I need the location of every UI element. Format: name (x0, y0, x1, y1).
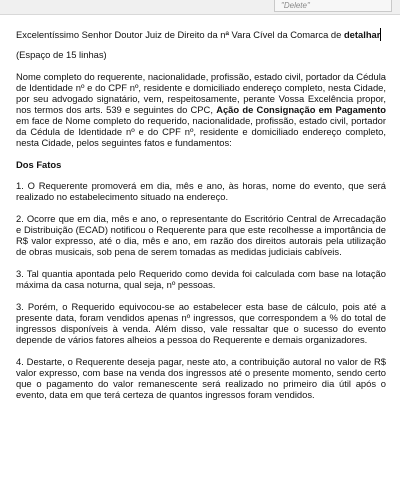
intro-text-start: Nome completo do requerente, nacionalidade, profissão, estado civil, portador da Cédula de Identidade nº e do CPF nº, residente e domiciliado endereço completo, nesta Cidade, por seu advogado signatário, vem, respeitosamente, perante Vossa Excelência propor, nos termos dos arts. 539 e seguintes do CPC, (16, 71, 387, 115)
top-toolbar (0, 0, 400, 15)
section-title: Dos Fatos (16, 159, 62, 170)
spacing-note: (Espaço de 15 linhas) (16, 49, 107, 60)
delete-button[interactable]: "Delete" (274, 0, 392, 12)
fact-paragraph-1: 1. O Requerente promoverá em dia, mês e ano, às horas, nome do evento, que será realizado no estabelecimento situado na endereço. (16, 180, 386, 202)
intro-paragraph (16, 71, 386, 148)
fact-paragraph-2: 2. Ocorre que em dia, mês e ano, o representante do Escritório Central de Arrecadação e Distribuição (ECAD) notificou o Requerente para que este recolhesse a importância de R$ valor expresso, até o dia, mês e ano, em razão dos direitos autorais pela utilização de obras musicais, sob pena de serem tomadas as medidas judiciais cabíveis. (16, 213, 386, 257)
addressee-text: Excelentíssimo Senhor Doutor Juiz de Direito da nª Vara Cível da Comarca de (16, 29, 344, 40)
intro-text-end: em face de Nome completo do requerido, nacionalidade, profissão, estado civil, portador da Cédula de Identidade nº e do CPF nº, residente e domiciliado endereço completo, nesta Cidade, pelos seguintes fatos e fundamentos: (16, 115, 386, 148)
fact-paragraph-3: 3. Tal quantia apontada pelo Requerido como devida foi calculada com base na lotação máxima da casa noturna, qual seja, nº pessoas. (16, 268, 386, 290)
fact-paragraph-5: 4. Destarte, o Requerente deseja pagar, neste ato, a contribuição autoral no valor de R$ valor expresso, com base na venda dos ingressos até o presente momento, sendo certo que o pagamento do valor remanescente será realizado no primeiro dia útil após o evento, data em que terá certeza de quantos ingressos foram vendidos. (16, 356, 386, 400)
addressee-paragraph (16, 29, 386, 40)
action-title: Ação de Consignação em Pagamento (216, 104, 386, 115)
fact-paragraph-4: 3. Porém, o Requerido equivocou-se ao estabelecer esta base de cálculo, pois até a presente data, foram vendidos apenas nº ingressos, que correspondem a % do total de ingressos disponíveis à venda. Além disso, vale ressaltar que o sucesso do evento depende de vários fatores alheios a pessoa do Requerente e demais organizadores. (16, 301, 386, 345)
document-page (16, 29, 386, 411)
addressee-highlight[interactable]: detalhar (343, 29, 381, 40)
